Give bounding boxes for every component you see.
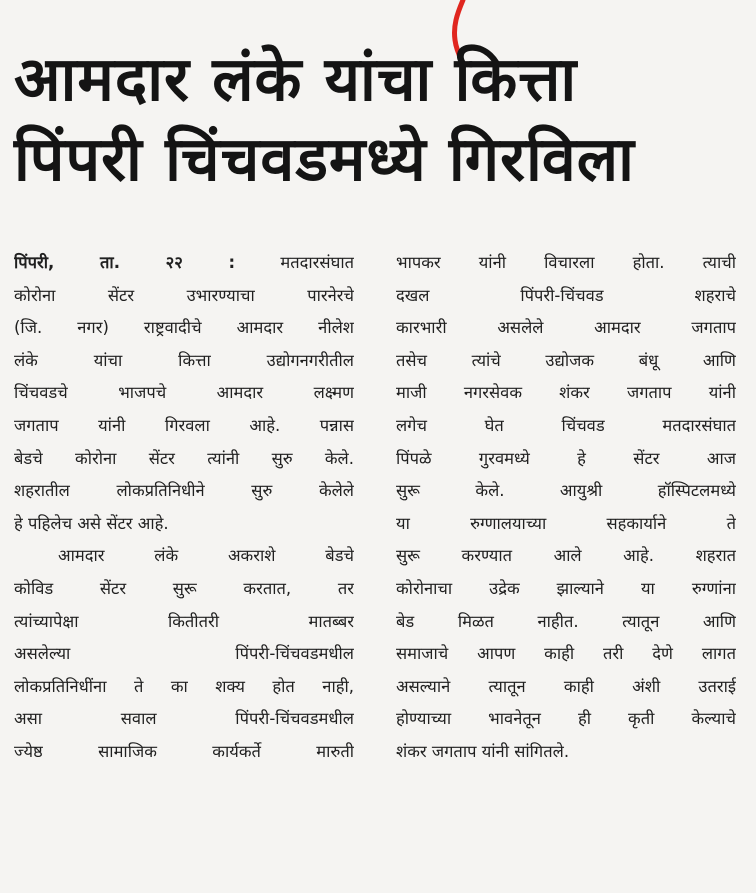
article-line: कोविड सेंटर सुरू करतात, तर [14,578,354,598]
article-line: या रुग्णालयाच्या सहकार्याने ते [396,513,736,533]
article-line: कारभारी असलेले आमदार जगताप [396,318,736,338]
article-line: सुरू करण्यात आले आहे. शहरात [396,546,736,566]
article-line: पिंपरी, ता. २२ : मतदारसंघात [14,253,354,272]
article-line: लगेच घेत चिंचवड मतदारसंघात [396,415,736,435]
article-line: आमदार लंके अकराशे बेडचे [58,546,354,566]
article-line: त्यांच्यापेक्षा कितीतरी मातब्बर [14,611,354,631]
article-line: असा सवाल पिंपरी-चिंचवडमधील [14,709,354,729]
article-line: दखल पिंपरी-चिंचवड शहराचे [396,285,736,305]
article-line: ज्येष्ठ सामाजिक कार्यकर्ते मारुती [14,741,354,761]
article-line: होण्याच्या भावनेतून ही कृती केल्याचे [396,709,736,729]
article-line: बेड मिळत नाहीत. त्यातून आणि [396,611,736,631]
article-line: लंके यांचा कित्ता उद्योगनगरीतील [14,350,354,370]
article-line: जगताप यांनी गिरवला आहे. पन्नास [14,415,354,435]
article-line: तसेच त्यांचे उद्योजक बंधू आणि [396,350,736,370]
article-line: असलेल्या पिंपरी-चिंचवडमधील [14,644,354,664]
article-line: शहरातील लोकप्रतिनिधीने सुरु केलेले [14,481,354,501]
headline-line-2: पिंपरी चिंचवडमध्ये गिरविला [14,124,635,195]
article-line: सुरू केले. आयुश्री हॉस्पिटलमध्ये [396,481,736,501]
article-line: हे पहिलेच असे सेंटर आहे. [14,513,169,533]
article-line: भापकर यांनी विचारला होता. त्याची [396,253,736,272]
article-line: समाजाचे आपण काही तरी देणे लागत [396,644,736,664]
article-line: असल्याने त्यातून काही अंशी उतराई [396,676,736,696]
article-line: पिंपळे गुरवमध्ये हे सेंटर आज [396,448,736,468]
article-line: चिंचवडचे भाजपचे आमदार लक्ष्मण [14,383,354,403]
headline-line-1: आमदार लंके यांचा कित्ता [14,44,578,115]
article-line: शंकर जगताप यांनी सांगितले. [396,741,570,761]
article-line: माजी नगरसेवक शंकर जगताप यांनी [396,383,736,403]
dateline: पिंपरी, ता. २२ : [14,253,236,272]
headline [14,40,744,200]
article-line: कोरोनाचा उद्रेक झाल्याने या रुग्णांना [396,578,736,598]
article-line: लोकप्रतिनिधींना ते का शक्य होत नाही, [14,676,354,696]
column-divider [372,247,373,867]
article-column-right [396,247,736,769]
article-line: कोरोना सेंटर उभारण्याचा पारनेरचे [14,285,354,305]
article-line: बेडचे कोरोना सेंटर त्यांनी सुरु केले. [14,448,354,468]
article-line: (जि. नगर) राष्ट्रवादीचे आमदार नीलेश [14,318,354,338]
article-column-left [14,247,354,769]
